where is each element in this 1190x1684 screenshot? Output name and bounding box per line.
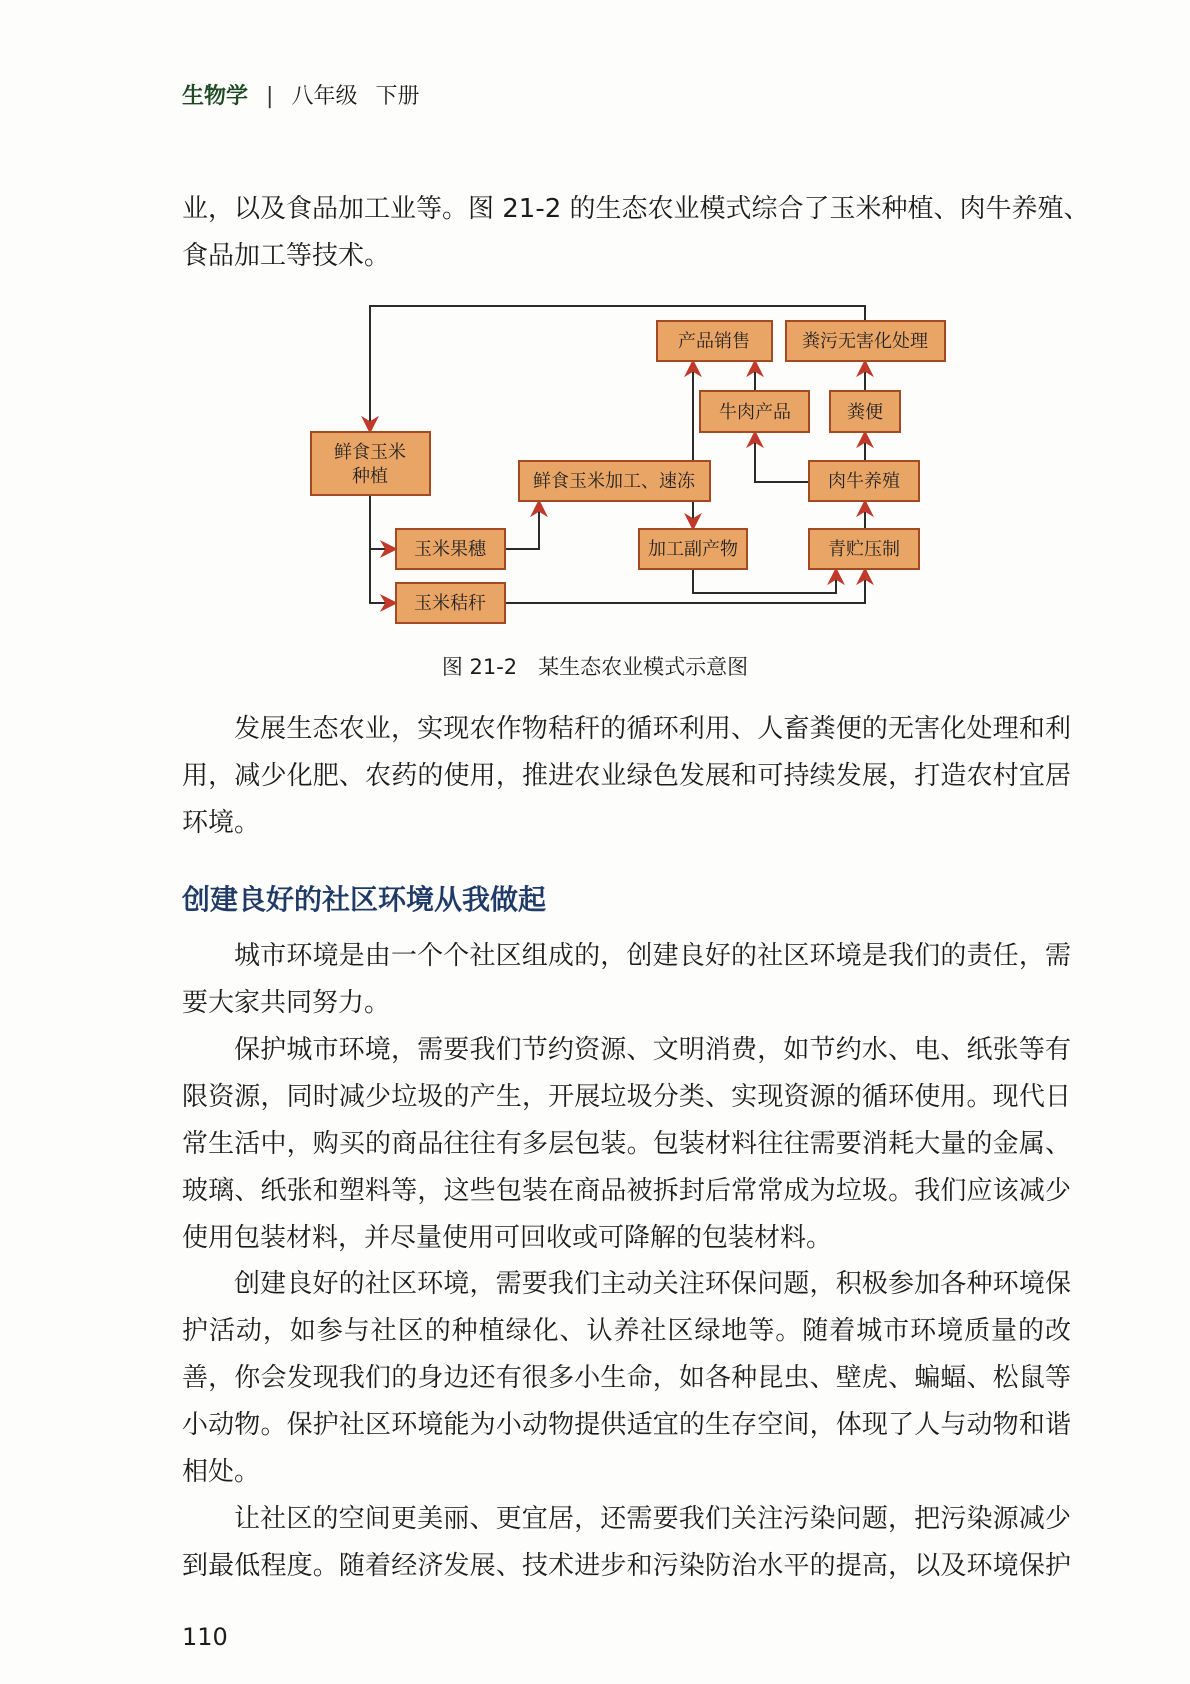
text-line: 发展生态农业，实现农作物秸秆的循环利用、人畜粪便的无害化处理和利 [234,714,1071,744]
node-label: 产品销售 [678,331,750,352]
text-line: 要大家共同努力。 [182,988,391,1018]
text-line: 创建良好的社区环境，需要我们主动关注环保问题，积极参加各种环境保 [234,1269,1071,1299]
text-line: 小动物。保护社区环境能为小动物提供适宜的生存空间，体现了人与动物和谐 [182,1410,1071,1440]
arrow-stalks-to-silage [505,569,865,603]
node-label: 玉米果穗 [414,539,486,560]
grade-label: 八年级 [291,84,358,109]
arrow-ears-to-processing [505,501,539,549]
node-label: 玉米秸秆 [414,593,486,614]
page-number: 110 [182,1623,228,1651]
text-line: 用，减少化肥、农药的使用，推进农业绿色发展和可持续发展，打造农村宜居 [182,761,1071,791]
node-label: 种植 [352,466,388,487]
figure-caption: 图 21-2 某生态农业模式示意图 [441,655,749,679]
text-line: 到最低程度。随着经济发展、技术进步和污染防治水平的提高，以及环境保护 [182,1551,1071,1581]
node-label: 肉牛养殖 [828,471,900,492]
text-line: 让社区的空间更美丽、更宜居，还需要我们关注污染问题，把污染源减少 [234,1504,1071,1534]
volume-label: 下册 [375,84,420,109]
paragraph-3 [182,933,1071,1027]
text-line: 保护城市环境，需要我们节约资源、文明消费，如节约水、电、纸张等有 [234,1035,1071,1065]
text-line: 城市环境是由一个个社区组成的，创建良好的社区环境是我们的责任，需 [234,941,1071,971]
paragraph-5 [182,1261,1071,1496]
arrow-cattle-to-beef [755,432,809,482]
text-line: 善，你会发现我们的身边还有很多小生命，如各种昆虫、壁虎、蝙蝠、松鼠等 [182,1363,1071,1393]
arrow-planting-to-stalks [370,549,396,603]
node-label: 粪便 [847,402,883,423]
arrow-byproducts-to-silage [693,569,836,593]
section-heading: 创建良好的社区环境从我做起 [182,883,547,916]
text-line: 玻璃、纸张和塑料等，这些包装在商品被拆封后常常成为垃圾。我们应该减少 [182,1176,1071,1206]
node-label: 鲜食玉米 [334,442,406,463]
node-label: 青贮压制 [828,539,900,560]
node-label: 粪污无害化处理 [802,331,928,352]
text-line: 相处。 [182,1457,261,1487]
text-line: 业，以及食品加工业等。图 21-2 的生态农业模式综合了玉米种植、肉牛养殖、 [182,194,1090,224]
text-line: 环境。 [182,808,261,838]
node-label: 加工副产物 [648,539,738,560]
text-line: 护活动，如参与社区的种植绿化、认养社区绿地等。随着城市环境质量的改 [182,1316,1071,1346]
eco-agriculture-diagram [0,0,1190,650]
header-separator: | [266,84,274,109]
text-line: 食品加工等技术。 [182,241,391,271]
text-line: 使用包装材料，并尽量使用可回收或可降解的包装材料。 [182,1223,833,1253]
arrow-planting-to-ears [370,495,396,549]
paragraph-4 [182,1027,1071,1262]
text-line: 限资源，同时减少垃圾的产生，开展垃圾分类、实现资源的循环使用。现代日 [182,1082,1071,1112]
node-label: 牛肉产品 [719,402,791,423]
subject-title: 生物学 [182,84,249,109]
text-line: 常生活中，购买的商品往往有多层包装。包装材料往往需要消耗大量的金属、 [182,1129,1071,1159]
node-label: 鲜食玉米加工、速冻 [533,471,695,492]
paragraph-6 [182,1496,1071,1590]
paragraph-2 [182,706,1071,847]
